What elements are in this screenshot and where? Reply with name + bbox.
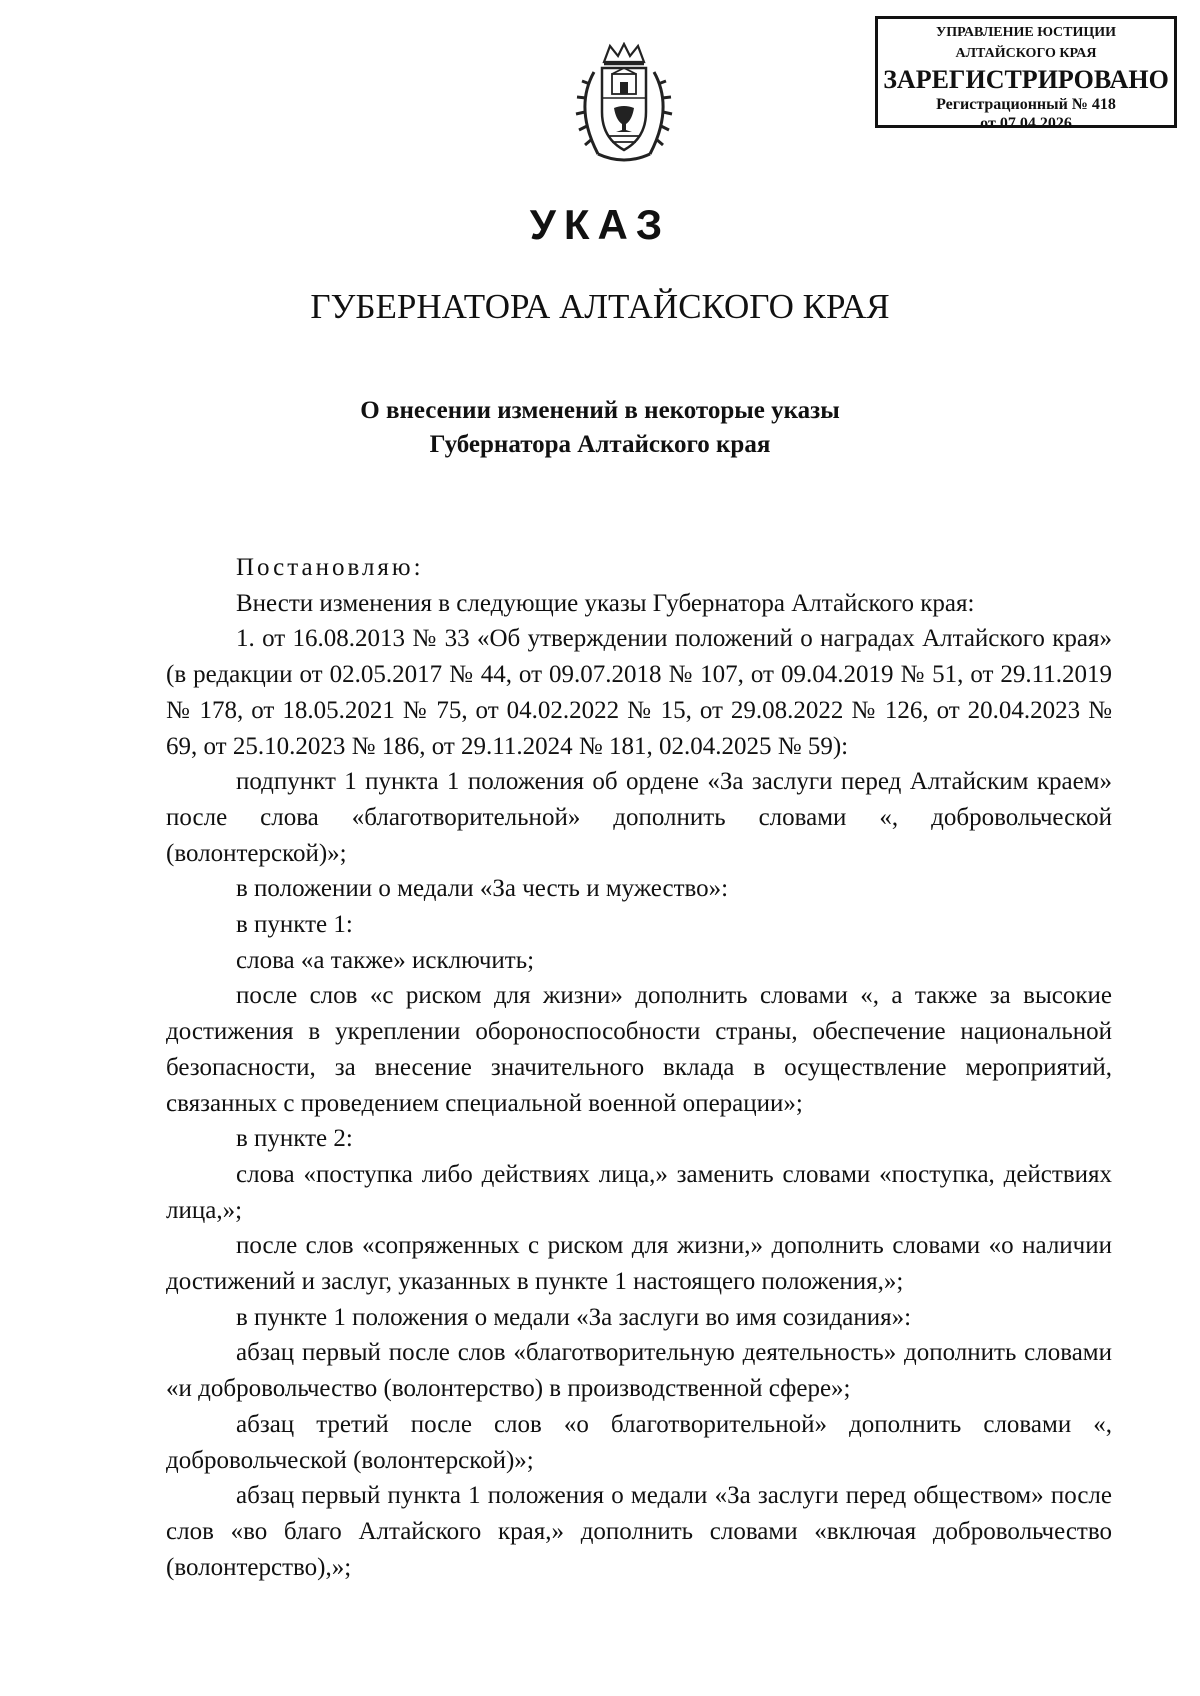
body-paragraph: абзац первый после слов «благотворительную деятельность» дополнить словами «и добровольчество (волонтерство) в производственной сфере»; xyxy=(166,1339,1112,1403)
body-paragraph: слова «а также» исключить; xyxy=(236,946,535,974)
document-subject xyxy=(0,394,1200,462)
body-paragraph: в пункте 1 положения о медали «За заслуги во имя созидания»: xyxy=(236,1303,912,1331)
stamp-reg-date: от 07.04.2026 xyxy=(980,115,1072,132)
body-paragraph: в пункте 1: xyxy=(236,911,353,939)
subject-line-1: О внесении изменений в некоторые указы xyxy=(360,397,840,424)
issuer-title: ГУБЕРНАТОРА АЛТАЙСКОГО КРАЯ xyxy=(310,287,890,326)
body-paragraph: подпункт 1 пункта 1 положения об ордене «За заслуги перед Алтайским краем» после слова «благотворительной» дополнить словами «, добровольческой (волонтерской)»; xyxy=(166,768,1112,867)
body-paragraph: Внести изменения в следующие указы Губернатора Алтайского края: xyxy=(236,589,975,617)
stamp-org-line2: АЛТАЙСКОГО КРАЯ xyxy=(955,46,1097,61)
document-body xyxy=(166,550,1112,1585)
body-paragraph: после слов «с риском для жизни» дополнить словами «, а также за высокие достижения в укреплении обороноспособности страны, обеспечение национальной безопасности, за внесение значительного вклада в осуществление мероприятий, связанных с проведением специальной военной операции»; xyxy=(166,982,1112,1117)
body-paragraph: в положении о медали «За честь и мужество»: xyxy=(236,875,729,903)
decree-word: Постановляю: xyxy=(236,554,424,581)
subject-line-2: Губернатора Алтайского края xyxy=(429,431,771,458)
body-paragraph: слова «поступка либо действиях лица,» заменить словами «поступка, действиях лица,»; xyxy=(166,1160,1112,1224)
stamp-status: ЗАРЕГИСТРИРОВАНО xyxy=(883,65,1169,94)
registration-stamp xyxy=(875,16,1177,132)
document-type-title: УКАЗ xyxy=(529,201,671,248)
stamp-reg-number: Регистрационный № 418 xyxy=(936,96,1116,113)
body-paragraph: в пункте 2: xyxy=(236,1125,353,1153)
body-paragraph: 1. от 16.08.2013 № 33 «Об утверждении положений о наградах Алтайского края» (в редакции от 02.05.2017 № 44, от 09.07.2018 № 107, от 09.04.2019 № 51, от 29.11.2019 № 178, от 18.05.2021 № 75, от 04.02.2022 № 15, от 29.08.2022 № 126, от 20.04.2023 № 69, от 25.10.2023 № 186, от 29.11.2024 № 181, 02.04.2025 № 59): xyxy=(166,625,1112,760)
body-paragraph: абзац третий после слов «о благотворительной» дополнить словами «, добровольческой (волонтерской)»; xyxy=(166,1410,1112,1474)
coat-of-arms-icon xyxy=(568,42,680,170)
body-paragraph: после слов «сопряженных с риском для жизни,» дополнить словами «о наличии достижений и заслуг, указанных в пункте 1 настоящего положения,»; xyxy=(166,1232,1112,1296)
stamp-org-line1: УПРАВЛЕНИЕ ЮСТИЦИИ xyxy=(936,25,1116,40)
body-paragraph: абзац первый пункта 1 положения о медали «За заслуги перед обществом» после слов «во благо Алтайского края,» дополнить словами «включая добровольчество (волонтерство),»; xyxy=(166,1482,1112,1581)
